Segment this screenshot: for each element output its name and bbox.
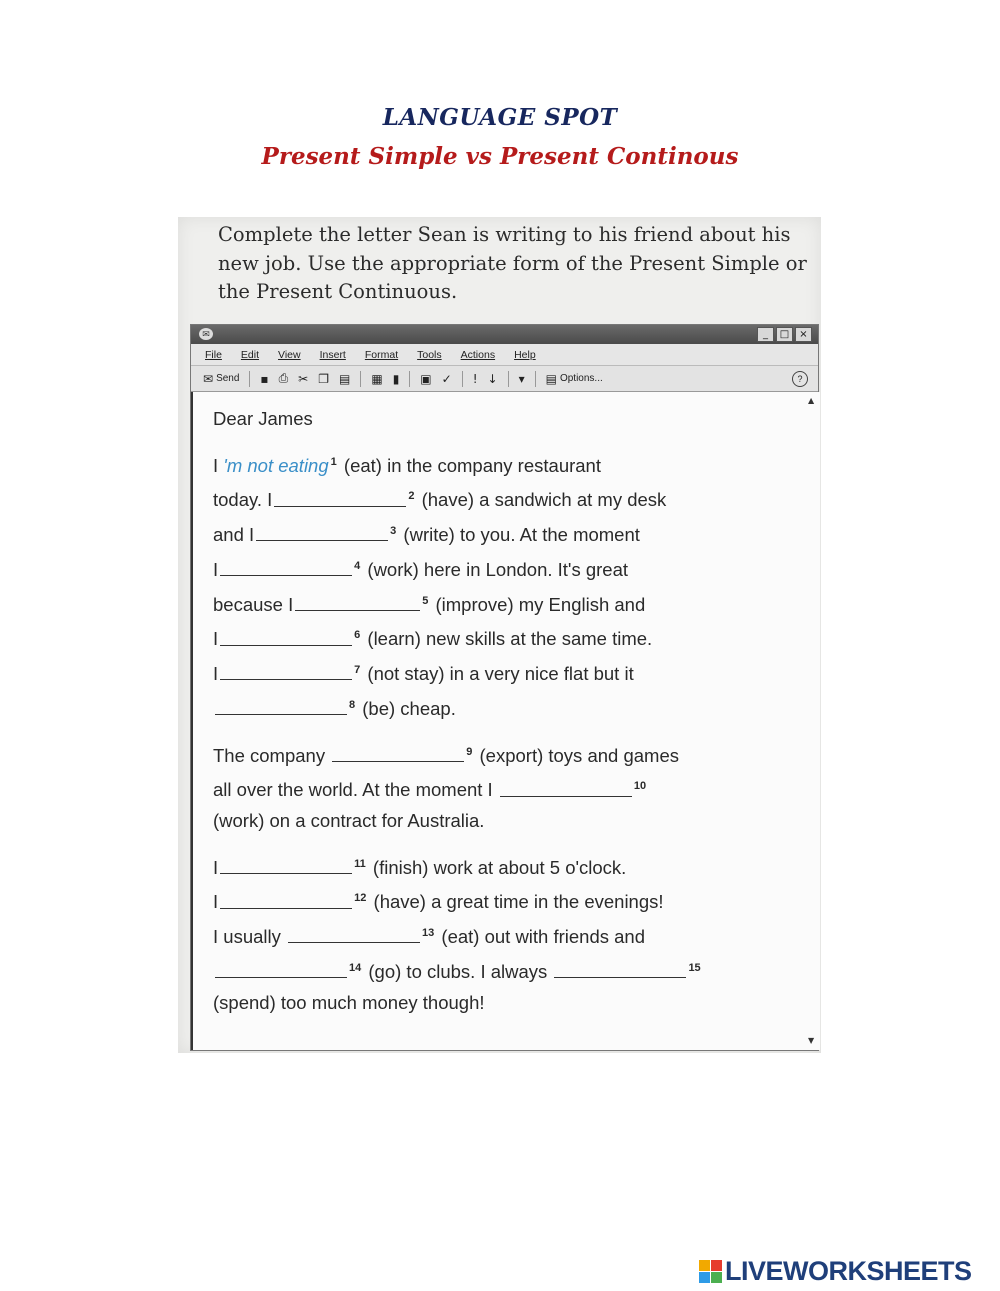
answer-blank-3[interactable] [256,524,388,541]
menu-edit[interactable]: Edit [240,348,260,361]
answer-blank-4[interactable] [220,559,352,576]
menu-view[interactable]: View [278,348,301,361]
minimize-button[interactable]: _ [757,327,774,342]
letter-line: I $^7$ (not stay) in a very nice flat but it [213,663,634,685]
answer-blank-13[interactable] [288,926,420,943]
help-icon[interactable]: ? [792,371,808,387]
answer-blank-2[interactable] [274,490,406,507]
maximize-button[interactable]: □ [776,327,793,342]
letter-line: I $^6$ (learn) new skills at the same time. [213,628,653,650]
address-book-icon[interactable]: ▦ [371,371,383,386]
menu-bar [191,344,818,366]
options-button[interactable] [546,372,603,386]
paste-icon[interactable]: ▤ [339,371,351,386]
letter-line: I $^4$ (work) here in London. It's great [213,559,629,580]
letter-line: $^{14}$ (go) to clubs. I always $^{15}$ [213,953,803,988]
answer-blank-8[interactable] [215,698,347,715]
example-answer: 'm not eating [223,454,329,476]
scroll-down-icon[interactable]: ▼ [808,1036,815,1045]
address-icon[interactable]: ▣ [420,371,432,386]
cut-icon[interactable]: ✂ [298,371,309,386]
answer-blank-14[interactable] [215,961,347,978]
page-subtitle: Present Simple vs Present Continous [261,143,739,170]
letter-line: I $^{11}$ (finish) work at about 5 o'clock. [213,856,627,878]
menu-file[interactable]: File [205,348,222,361]
letter-line: (work) on a contract for Australia. [213,810,485,832]
close-button[interactable]: × [795,327,812,342]
email-window [190,324,819,1051]
menu-format[interactable]: Format [364,348,399,361]
toolbar-divider [360,371,361,387]
greeting: Dear James [213,408,313,429]
importance-high-icon[interactable]: ! [472,371,478,386]
toolbar [191,366,818,392]
menu-actions[interactable]: Actions [460,348,496,361]
menu-help[interactable]: Help [514,348,536,361]
brand-text: LIVEWORKSHEETS [725,1256,972,1286]
send-label: Send [216,373,240,384]
letter-line: today. I $^2$ (have) a sandwich at my desk [213,489,667,511]
letter-text [213,404,803,1018]
toolbar-divider [409,371,410,387]
save-icon[interactable]: ▪ [260,371,269,386]
answer-blank-9[interactable] [332,745,464,762]
toolbar-divider [462,371,463,387]
letter-line: I usually $^{13}$ (eat) out with friends and [213,926,646,948]
answer-blank-6[interactable] [220,629,352,646]
print-icon[interactable]: ⎙ [278,371,289,385]
scanned-exercise [178,217,821,1053]
options-label: Options... [559,373,603,384]
brand-logo [699,1256,972,1287]
send-icon: ✉ [203,371,214,386]
letter-line: I $^{12}$ (have) a great time in the evenings! [213,891,664,913]
toolbar-divider [508,371,509,387]
answer-blank-7[interactable] [220,663,352,680]
importance-low-icon[interactable]: ↓ [487,371,498,386]
scroll-up-icon[interactable]: ▲ [808,396,815,405]
check-names-icon[interactable]: ✓ [441,371,452,386]
answer-blank-15[interactable] [554,961,686,978]
answer-blank-12[interactable] [220,892,352,909]
copy-icon[interactable]: ❐ [318,371,329,386]
options-icon: ▤ [545,371,557,386]
brand-blocks-icon [699,1260,722,1283]
mail-app-icon: ✉ [199,328,213,340]
send-button[interactable] [203,372,239,386]
menu-insert[interactable]: Insert [319,348,346,361]
attach-icon[interactable]: ▮ [392,371,400,386]
letter-line: (spend) too much money though! [213,991,485,1013]
window-titlebar [191,325,818,344]
answer-blank-11[interactable] [220,857,352,874]
toolbar-divider [249,371,250,387]
flag-icon[interactable]: ▾ [518,371,525,386]
window-controls [757,327,812,342]
instructions: Complete the letter Sean is writing to his friend about his new job. Use the appropriate form of the Present Simple or the Present Continuous. [218,223,807,303]
letter-line: all over the world. At the moment I $^{10}$ [213,779,647,801]
answer-blank-5[interactable] [295,594,420,611]
page-title: LANGUAGE SPOT [382,104,618,131]
answer-blank-10[interactable] [500,780,632,797]
toolbar-divider [535,371,536,387]
letter-line: The company $^9$ (export) toys and games [213,744,679,766]
letter-line: $^8$ (be) cheap. [213,690,803,725]
menu-tools[interactable]: Tools [417,348,442,361]
message-body[interactable] [191,392,820,1050]
letter-line: I 'm not eating $^1$ (eat) in the company restaurant [213,454,601,476]
letter-line: and I $^3$ (write) to you. At the moment [213,524,640,546]
letter-line: because I $^5$ (improve) my English and [213,593,646,615]
